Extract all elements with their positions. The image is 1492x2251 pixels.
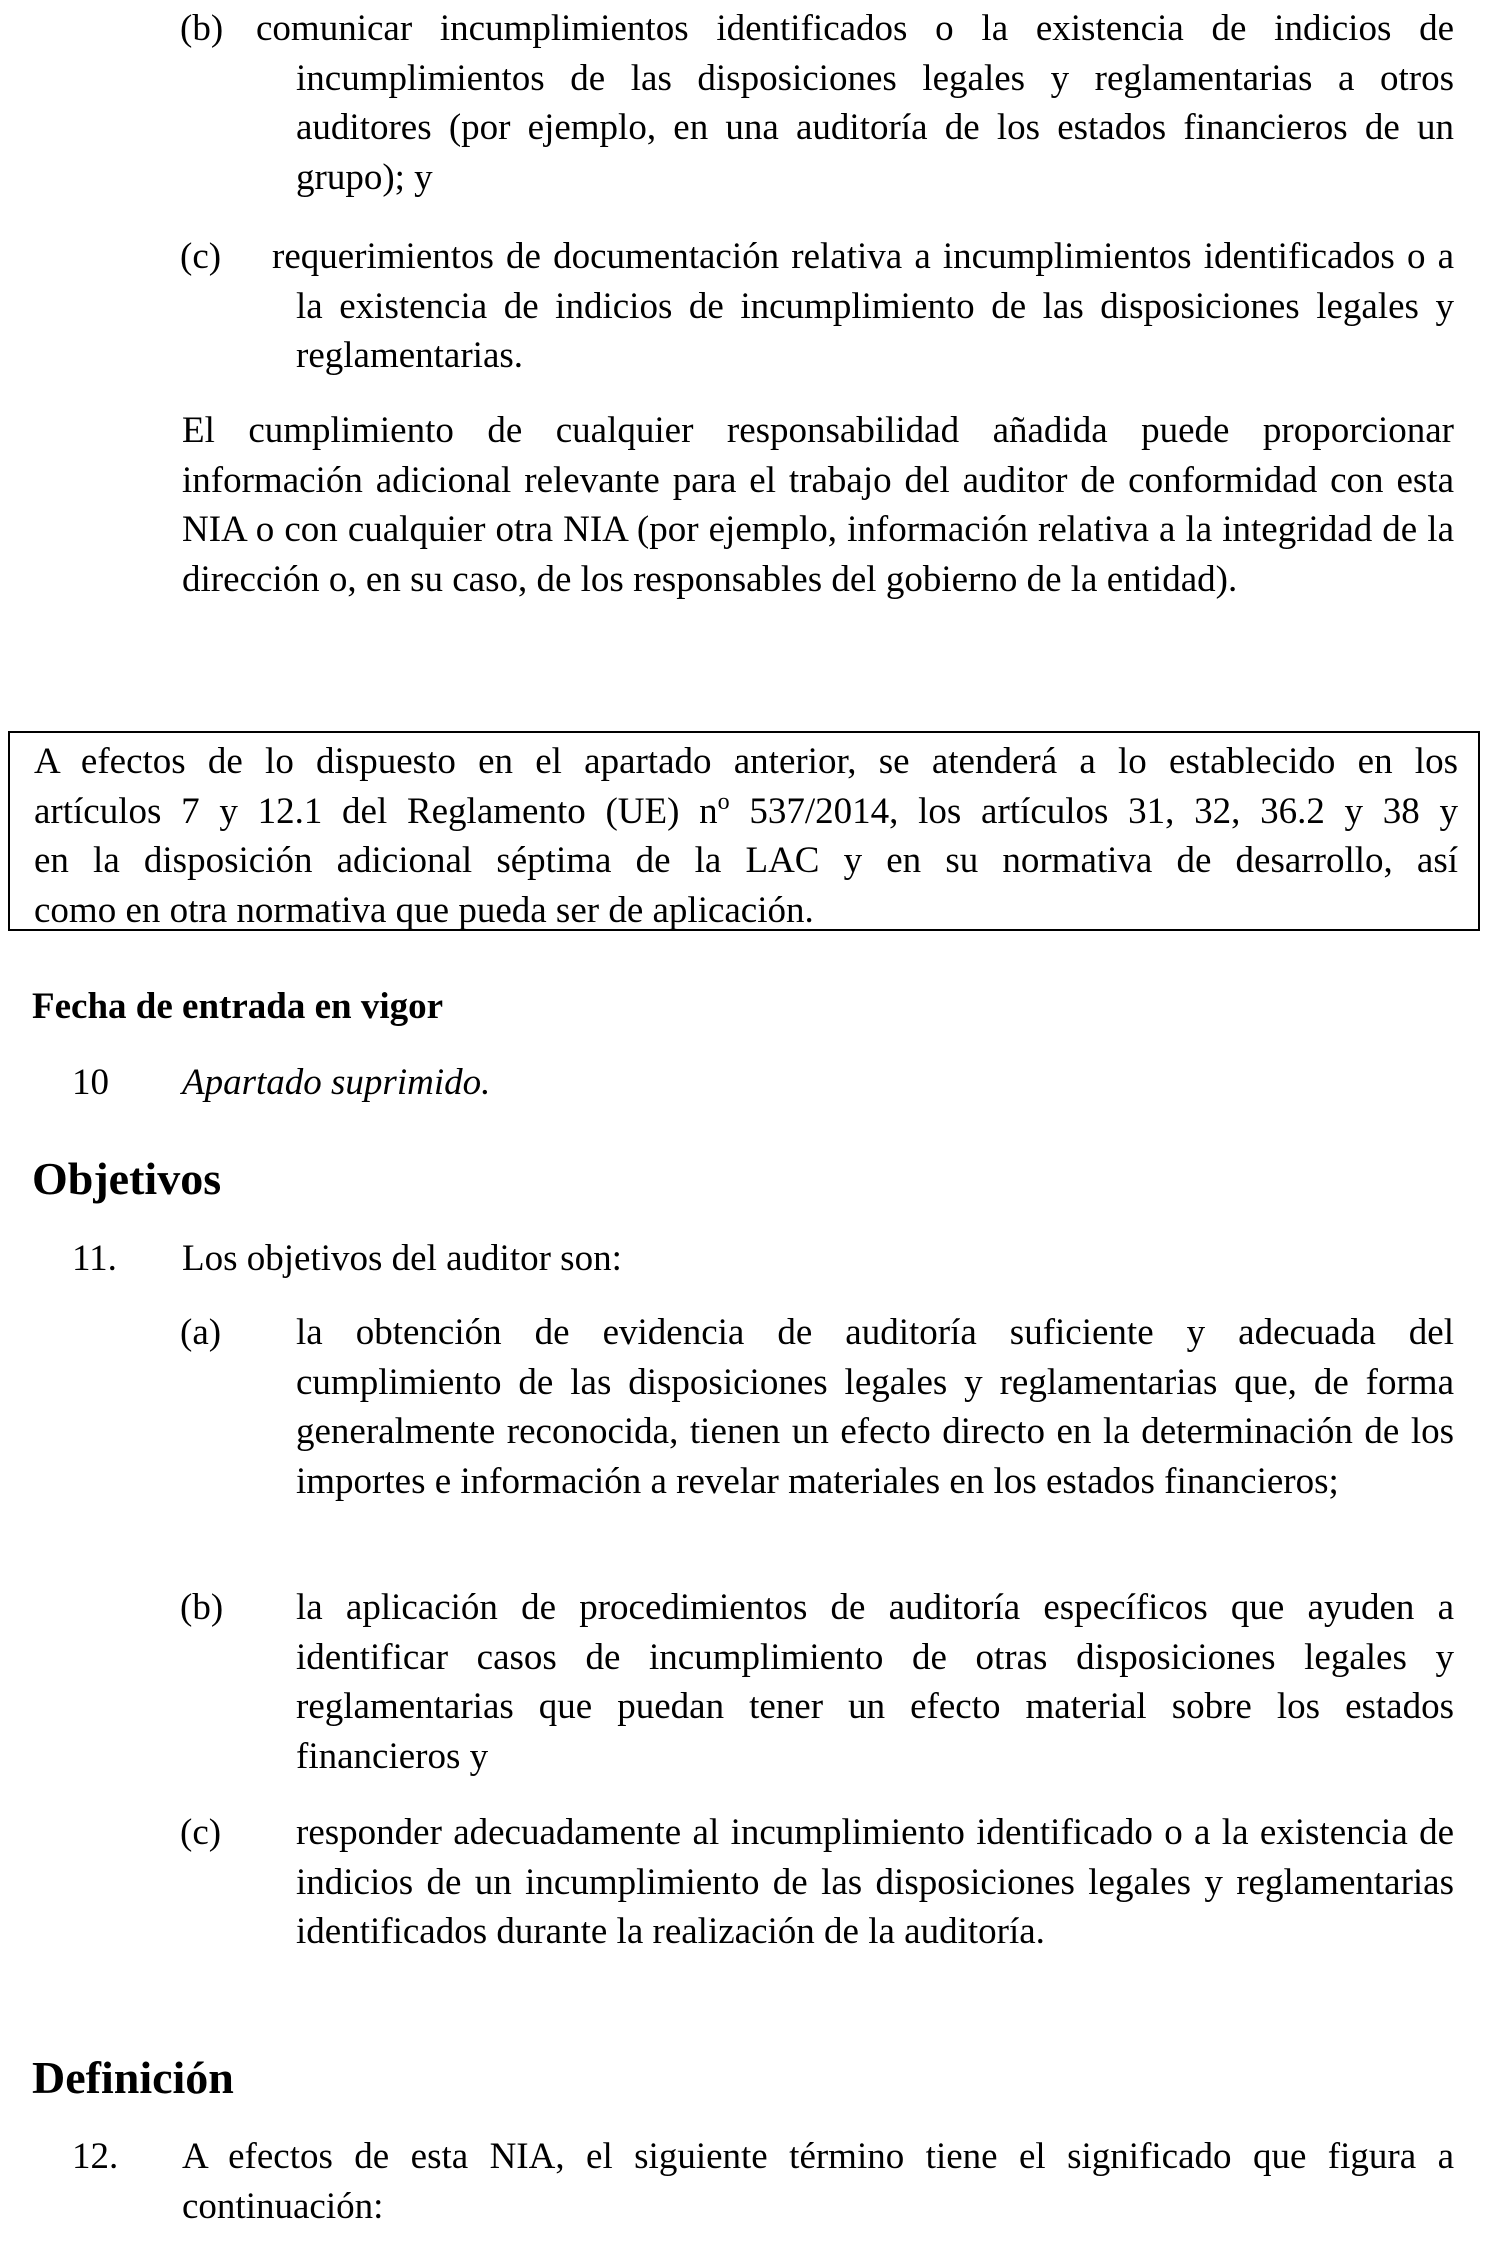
boxed-note-line-3: en la disposición adicional séptima de la LAC y en su normativa de desarrollo, así — [34, 840, 1458, 881]
paragraph-apartado-suprimido: Apartado suprimido. — [182, 1062, 491, 1103]
heading-definicion: Definición — [32, 2052, 234, 2103]
heading-fecha-entrada: Fecha de entrada en vigor — [32, 986, 444, 1027]
item-label-b-top: (b) — [180, 8, 224, 49]
paragraph-number-12: 12. — [72, 2136, 119, 2177]
paragraph-number-11: 11. — [72, 1238, 117, 1279]
heading-objetivos: Objetivos — [32, 1153, 222, 1204]
boxed-note-line-4: como en otra normativa que pueda ser de aplicación. — [34, 889, 814, 931]
boxed-note-text — [34, 737, 1458, 935]
boxed-note — [8, 731, 1480, 931]
boxed-note-line-2-sup: o — [717, 788, 730, 815]
boxed-note-line-2-b: 537/2014, los artículos 31, 32, 36.2 y 38 y — [729, 790, 1458, 832]
paragraph-cumplimiento: El cumplimiento de cualquier responsabilidad añadida puede proporcionar información adicional relevante para el trabajo del auditor de conformidad con esta NIA o con cualquier otra NIA (por ejemplo, información relativa a la integridad de la dirección o, en su caso, de los responsables del gobierno de la entidad). — [182, 410, 1454, 600]
objetivo-label-a: (a) — [180, 1312, 222, 1353]
item-text-c-top-content: requerimientos de documentación relativa a incumplimientos identificados o a la existencia de indicios de incumplimiento de las disposiciones legales y reglamentarias. — [272, 236, 1454, 376]
item-label-c-top: (c) — [180, 236, 222, 277]
paragraph-definicion: A efectos de esta NIA, el siguiente término tiene el significado que figura a continuación: — [182, 2136, 1454, 2227]
paragraph-number-10: 10 — [72, 1062, 109, 1103]
objetivo-text-c: responder adecuadamente al incumplimiento identificado o a la existencia de indicios de un incumplimiento de las disposiciones legales y reglamentarias identificados durante la realización de la auditoría. — [296, 1812, 1454, 1952]
item-text-b-top — [256, 4, 1454, 202]
boxed-note-line-2 — [34, 787, 1458, 837]
boxed-note-line-2-a: artículos 7 y 12.1 del Reglamento (UE) n — [34, 790, 718, 832]
objetivo-label-b: (b) — [180, 1587, 224, 1628]
objetivo-text-b: la aplicación de procedimientos de auditoría específicos que ayuden a identificar casos de incumplimiento de otras disposiciones legales y reglamentarias que puedan tener un efecto material sobre los estados financieros y — [296, 1587, 1454, 1777]
objetivo-text-a: la obtención de evidencia de auditoría suficiente y adecuada del cumplimiento de las disposiciones legales y reglamentarias que, de forma generalmente reconocida, tienen un efecto directo en la determinación de los importes e información a revelar materiales en los estados financieros; — [296, 1312, 1454, 1502]
boxed-note-line-1: A efectos de lo dispuesto en el apartado anterior, se atenderá a lo establecido en los — [34, 741, 1458, 782]
paragraph-objetivos-intro: Los objetivos del auditor son: — [182, 1238, 622, 1279]
objetivo-label-c: (c) — [180, 1812, 222, 1853]
item-text-b-top-content: comunicar incumplimientos identificados o la existencia de indicios de incumplimientos de las disposiciones legales y reglamentarias a otros auditores (por ejemplo, en una auditoría de los estados financieros de un grupo); y — [256, 8, 1454, 198]
item-text-c-top — [272, 232, 1454, 381]
